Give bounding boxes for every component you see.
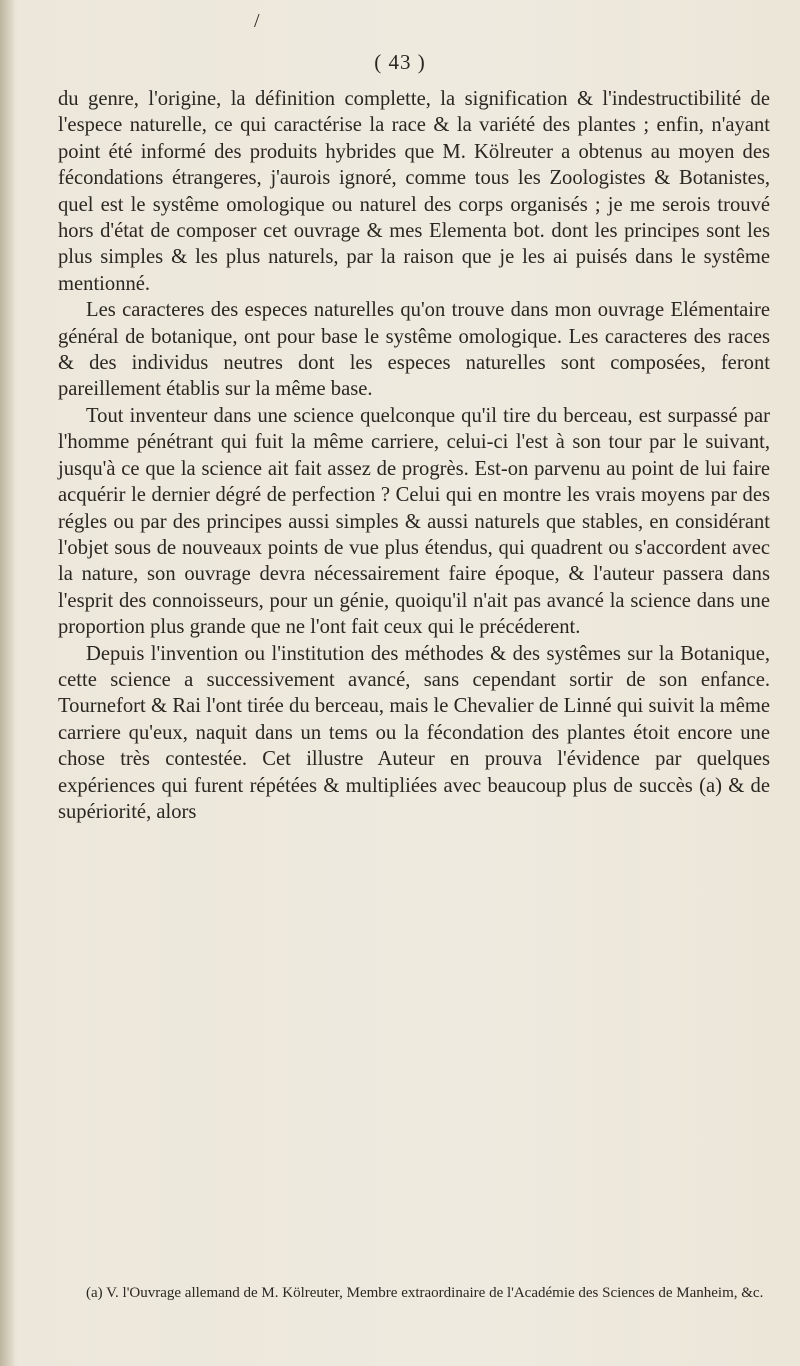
paragraph: Depuis l'invention ou l'institution des méthodes & des systêmes sur la Botanique, cette science a successivement avancé, sans cependant sortir de son enfance. Tournefort & Rai l'ont tirée du berceau, mais le Chevalier de Linné qui suivit la même carriere qu'eux, naquit dans un tems ou la fécondation des plantes étoit encore une chose très contestée. Cet illustre Auteur en prouva l'évidence par quelques expériences qui furent répétées & multipliées avec beaucoup plus de succès (a) & de supériorité, alors — [58, 642, 770, 823]
binding-gutter — [0, 0, 14, 1366]
paragraph: Tout inventeur dans une science quelconque qu'il tire du berceau, est surpassé par l'homme pénétrant qui fuit la même carriere, celui-ci l'est à son tour par le suivant, jusqu'à ce que la science ait fait assez de progrès. Est-on parvenu au point de lui faire acquérir le dernier dégré de perfection ? Celui qui en montre les vrais moyens par des régles ou par des principes aussi simples & aussi naturels que stables, en considérant l'objet sous de nouveaux points de vue plus étendus, qui quadrent ou s'accordent avec la nature, son ouvrage devra nécessairement faire époque, & l'auteur passera dans l'esprit des connoisseurs, pour un génie, quoiqu'il n'ait pas avancé la science dans une proportion plus grande que ne l'ont fait ceux qui le précéderent. — [58, 404, 770, 639]
page-number: ( 43 ) — [374, 50, 426, 74]
footnote-text: (a) V. l'Ouvrage allemand de M. Kölreuter, Membre extraordinaire de l'Académie des Sciences de Manheim, &c. — [86, 1285, 764, 1301]
page-mark: / — [254, 10, 260, 32]
body-text — [58, 86, 770, 825]
paragraph: Les caracteres des especes naturelles qu'on trouve dans mon ouvrage Elémentaire général de botanique, ont pour base le systême omologique. Les caracteres des races & des individus neutres dont les especes naturelles sont composées, feront pareillement établis sur la même base. — [58, 299, 770, 401]
footnote — [58, 1284, 770, 1302]
paragraph: du genre, l'origine, la définition complette, la signification & l'indestructibilité de l'espece naturelle, ce qui caractérise la race & la variété des plantes ; enfin, n'ayant point été informé des produits hybrides que M. Kölreuter a obtenus au moyen des fécondations étrangeres, j'aurois ignoré, comme tous les Zoologistes & Botanistes, quel est le systême omologique ou naturel des corps organisés ; je me serois trouvé hors d'état de composer cet ouvrage & mes Elementa bot. dont les principes sont les plus simples & les plus naturels, par la raison que je les ai puisés dans le systême mentionné. — [58, 88, 770, 295]
